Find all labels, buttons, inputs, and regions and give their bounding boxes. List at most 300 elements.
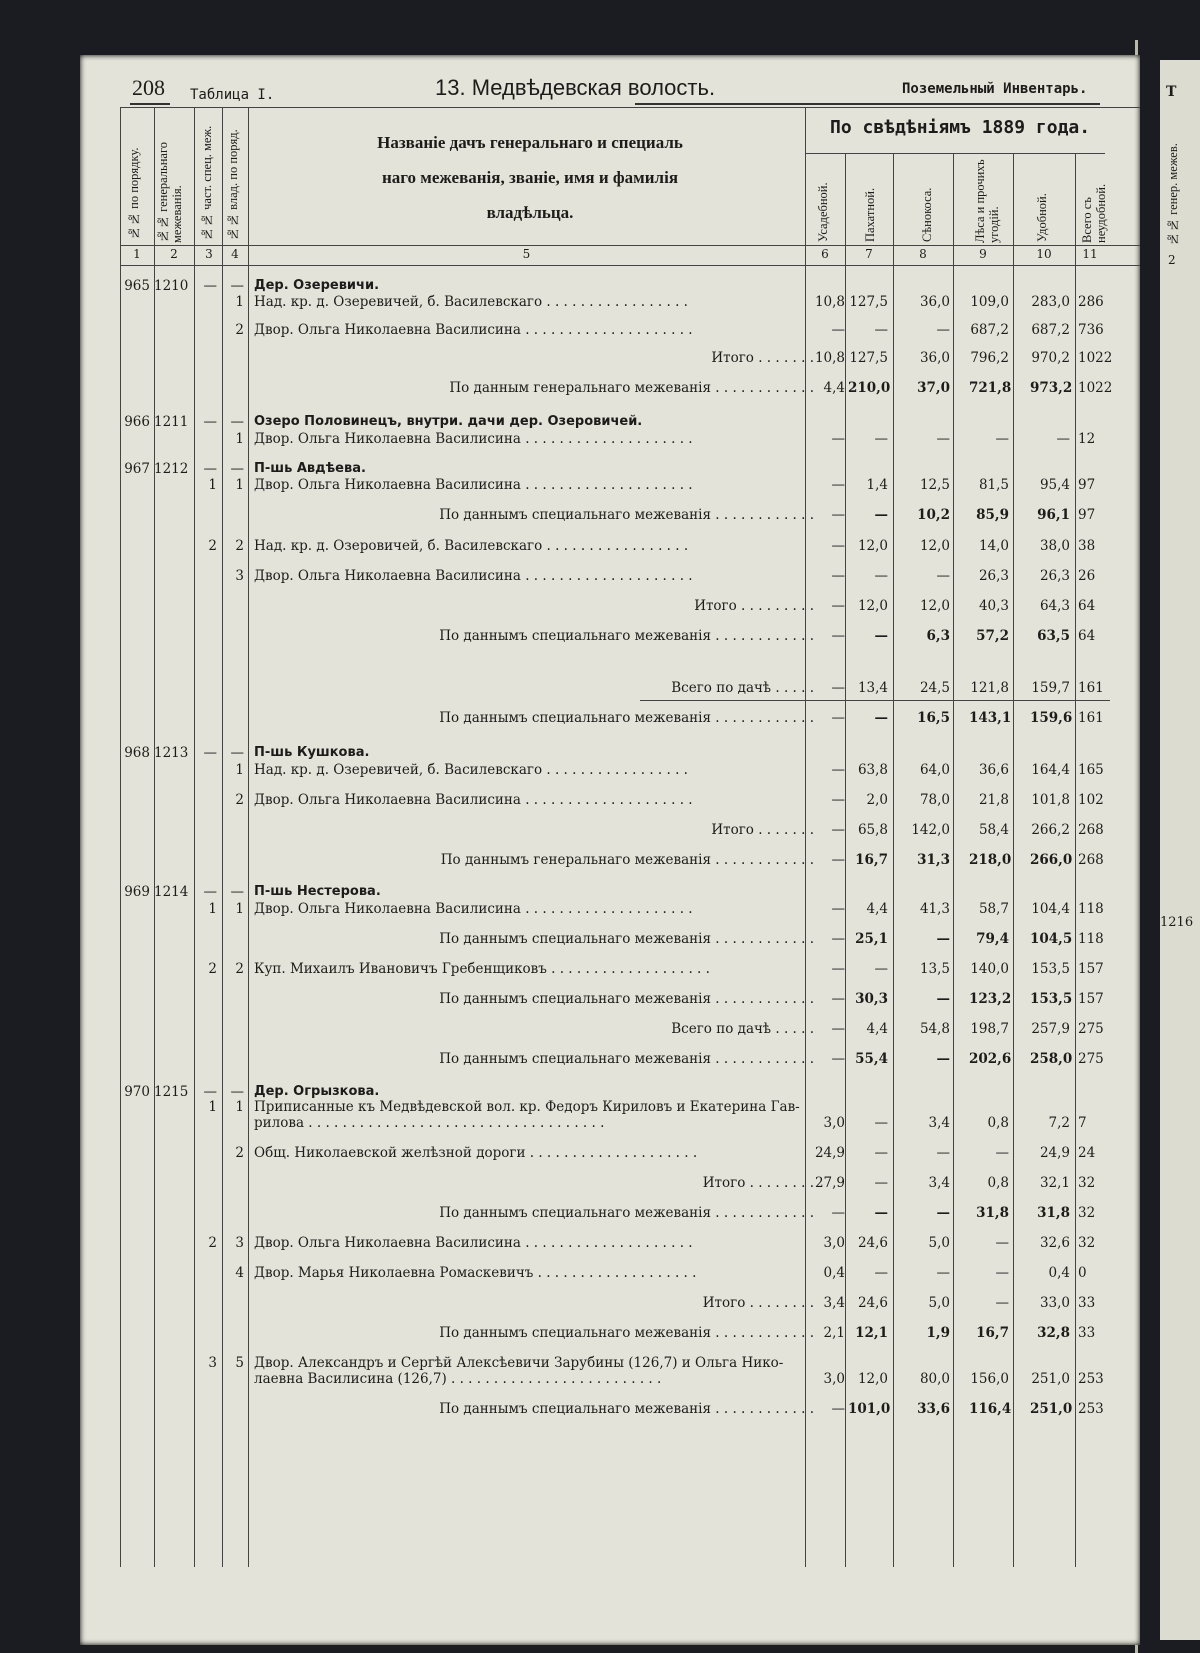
cell-name: Дер. Озеревичи. <box>254 278 380 293</box>
cell-name: П-шь Авдѣева. <box>254 461 366 476</box>
group-rule <box>805 153 1105 154</box>
cell-homestead: — <box>831 1021 845 1037</box>
cell-arable: — <box>874 431 888 447</box>
cell-total: 268 <box>1078 852 1104 868</box>
cell-homestead: — <box>831 507 845 523</box>
cell-name: Двор. Ольга Николаевна Василисина . . . . . . . . . . . . . . . . . . . . <box>254 431 693 447</box>
cell-homestead: 3,0 <box>823 1371 845 1387</box>
cell-usable: 283,0 <box>1031 294 1070 310</box>
table-row <box>80 820 1140 840</box>
table-row <box>80 929 1140 949</box>
cell-general: 1210 <box>154 278 189 294</box>
cell-forest: 79,4 <box>976 931 1009 947</box>
cell-arable: 30,3 <box>855 991 888 1007</box>
cell-arable: — <box>874 1145 888 1161</box>
cell-homestead: — <box>831 568 845 584</box>
cell-name: П-шь Нестерова. <box>254 884 381 899</box>
table-row <box>80 378 1140 398</box>
cell-name: Итого . . . . . . . . <box>702 1295 814 1311</box>
cell-homestead: — <box>831 680 845 696</box>
cell-total: 118 <box>1078 931 1104 947</box>
table-row <box>80 292 1140 312</box>
cell-owner-no: 2 <box>235 792 244 808</box>
cell-arable: 55,4 <box>855 1051 888 1067</box>
cell-owner-no: 3 <box>235 568 244 584</box>
table-row <box>80 1049 1140 1069</box>
cell-usable: 38,0 <box>1039 538 1070 554</box>
group-header: По свѣдѣніямъ 1889 года. <box>830 117 1091 138</box>
cell-total: 161 <box>1078 710 1104 726</box>
cell-hay: 33,6 <box>917 1401 950 1417</box>
cell-hay: — <box>936 1051 950 1067</box>
cell-total: 7 <box>1078 1115 1087 1131</box>
cell-special: — <box>203 278 217 294</box>
col-header-general: №№ генеральнаго межеванія. <box>156 141 184 243</box>
cell-hay: — <box>936 931 950 947</box>
cell-arable: 12,0 <box>857 1371 888 1387</box>
cell-hay: 54,8 <box>919 1021 950 1037</box>
cell-arable: 2,0 <box>866 792 888 808</box>
cell-arable: 12,0 <box>857 598 888 614</box>
cell-arable: — <box>874 628 888 644</box>
cell-order: 965 <box>124 278 150 294</box>
cell-total: 12 <box>1078 431 1096 447</box>
col-header-homestead: Усадебной. <box>816 182 830 242</box>
cell-name: По даннымъ специальнаго межеванія . . . . . . . . . . . . <box>439 628 814 644</box>
cell-total: 102 <box>1078 792 1104 808</box>
cell-name: Двор. Ольга Николаевна Василисина . . . . . . . . . . . . . . . . . . . . <box>254 792 693 808</box>
cell-usable: 251,0 <box>1030 1401 1073 1417</box>
cell-total: 24 <box>1078 1145 1096 1161</box>
cell-total: 64 <box>1078 628 1096 644</box>
cell-homestead: — <box>831 931 845 947</box>
cell-hay: 3,4 <box>928 1115 950 1131</box>
cell-hay: 1,9 <box>926 1325 950 1341</box>
cell-usable: 257,9 <box>1031 1021 1070 1037</box>
cell-forest: 16,7 <box>976 1325 1009 1341</box>
cell-forest: 85,9 <box>976 507 1009 523</box>
cell-usable: 153,5 <box>1030 991 1073 1007</box>
cell-usable: 26,3 <box>1039 568 1070 584</box>
subtotal-rule <box>640 700 1110 701</box>
cell-forest: 140,0 <box>970 961 1009 977</box>
cell-hay: 5,0 <box>928 1295 950 1311</box>
cell-arable: 24,6 <box>857 1295 888 1311</box>
table-row <box>80 1293 1140 1313</box>
cell-name: Общ. Николаевской желѣзной дороги . . . . . . . . . . . . . . . . . . . . <box>254 1145 698 1161</box>
cell-homestead: 2,1 <box>823 1325 845 1341</box>
table-row <box>80 1113 1140 1133</box>
cell-name: Всего по дачѣ . . . . . <box>671 1021 814 1037</box>
facing-page <box>1160 60 1200 1640</box>
table-row <box>80 1323 1140 1343</box>
cell-special: 1 <box>208 477 217 493</box>
table-row <box>80 1203 1140 1223</box>
cell-hay: 3,4 <box>928 1175 950 1191</box>
cell-name: По даннымъ генеральнаго межеванія . . . . . . . . . . . . <box>440 852 814 868</box>
cell-total: 32 <box>1078 1205 1096 1221</box>
cell-hay: 31,3 <box>917 852 950 868</box>
cell-arable: 12,1 <box>855 1325 888 1341</box>
cell-name: По даннымъ специальнаго межеванія . . . . . . . . . . . . <box>439 1205 814 1221</box>
table-row <box>80 505 1140 525</box>
table-row <box>80 1173 1140 1193</box>
cell-forest: 31,8 <box>976 1205 1009 1221</box>
cell-usable: 251,0 <box>1031 1371 1070 1387</box>
table-label: Таблица I. <box>190 87 275 103</box>
cell-name: Итого . . . . . . . <box>711 822 814 838</box>
cell-name: П-шь Кушкова. <box>254 745 370 760</box>
cell-usable: 153,5 <box>1031 961 1070 977</box>
cell-hay: 37,0 <box>917 380 950 396</box>
cell-forest: 0,8 <box>987 1175 1009 1191</box>
table-row <box>80 626 1140 646</box>
table-row <box>80 790 1140 810</box>
cell-forest: — <box>995 1295 1009 1311</box>
col-num-11: 11 <box>1082 247 1098 261</box>
cell-arable: — <box>874 1265 888 1281</box>
cell-total: 275 <box>1078 1021 1104 1037</box>
cell-total: 253 <box>1078 1401 1104 1417</box>
cell-forest: 218,0 <box>969 852 1012 868</box>
cell-hay: 78,0 <box>919 792 950 808</box>
cell-name: Озеро Половинецъ, внутри. дачи дер. Озеровичей. <box>254 414 643 429</box>
table-row <box>80 850 1140 870</box>
cell-special: 2 <box>208 961 217 977</box>
cell-homestead: 4,4 <box>823 380 845 396</box>
col-header-owner: №№ влад. по поряд. <box>226 129 240 241</box>
col-header-forest: Лѣса и прочихъ угодій. <box>973 159 1001 243</box>
cell-usable: 32,6 <box>1039 1235 1070 1251</box>
col-header-arable: Пахатной. <box>863 187 877 242</box>
cell-arable: 101,0 <box>848 1401 891 1417</box>
cell-total: 286 <box>1078 294 1104 310</box>
cell-owner-no: 5 <box>235 1355 244 1371</box>
cell-usable: 687,2 <box>1031 322 1070 338</box>
table-row <box>80 760 1140 780</box>
cell-total: 253 <box>1078 1371 1104 1387</box>
cell-forest: 14,0 <box>978 538 1009 554</box>
cell-name: Всего по дачѣ . . . . . <box>671 680 814 696</box>
cell-homestead: 10,8 <box>814 294 845 310</box>
cell-homestead: 3,0 <box>823 1115 845 1131</box>
cell-name: Двор. Ольга Николаевна Василисина . . . . . . . . . . . . . . . . . . . . <box>254 322 693 338</box>
cell-homestead: — <box>831 628 845 644</box>
cell-usable: 24,9 <box>1039 1145 1070 1161</box>
cell-homestead: — <box>831 852 845 868</box>
table-row <box>80 678 1140 698</box>
cell-homestead: — <box>831 762 845 778</box>
cell-forest: 21,8 <box>978 792 1009 808</box>
cell-hay: 36,0 <box>919 350 950 366</box>
cell-arable: — <box>874 568 888 584</box>
cell-forest: 57,2 <box>976 628 1009 644</box>
cell-total: 0 <box>1078 1265 1087 1281</box>
cell-name: Над. кр. д. Озеревичей, б. Василевскаго . . . . . . . . . . . . . . . . . <box>254 762 688 778</box>
cell-total: 32 <box>1078 1235 1096 1251</box>
cell-hay: 41,3 <box>919 901 950 917</box>
cell-name: Над. кр. д. Озеревичей, б. Василевскаго . . . . . . . . . . . . . . . . . <box>254 294 688 310</box>
cell-usable: — <box>1056 431 1070 447</box>
col-num-8: 8 <box>919 247 927 261</box>
cell-general: 1211 <box>154 414 189 430</box>
cell-owner-no: 3 <box>235 1235 244 1251</box>
cell-hay: — <box>936 991 950 1007</box>
cell-homestead: — <box>831 598 845 614</box>
cell-forest: 721,8 <box>969 380 1012 396</box>
cell-owner-no: — <box>230 278 244 294</box>
table-row <box>80 959 1140 979</box>
cell-homestead: — <box>831 322 845 338</box>
cell-usable: 32,8 <box>1037 1325 1070 1341</box>
col-num-10: 10 <box>1036 247 1052 261</box>
cell-hay: — <box>936 322 950 338</box>
cell-arable: — <box>874 1205 888 1221</box>
cell-total: 736 <box>1078 322 1104 338</box>
cell-usable: 96,1 <box>1037 507 1070 523</box>
col-num-3: 3 <box>205 247 213 261</box>
col-header-usable: Удобной. <box>1035 193 1049 242</box>
cell-total: 97 <box>1078 477 1096 493</box>
cell-owner-no: — <box>230 414 244 430</box>
cell-hay: 5,0 <box>928 1235 950 1251</box>
cell-usable: 973,2 <box>1030 380 1073 396</box>
cell-name: Над. кр. д. Озеровичей, б. Василевскаго . . . . . . . . . . . . . . . . . <box>254 538 689 554</box>
cell-name: По даннымъ специальнаго межеванія . . . . . . . . . . . . <box>439 1325 814 1341</box>
cell-owner-no: — <box>230 745 244 761</box>
cell-total: 33 <box>1078 1325 1096 1341</box>
cell-homestead: — <box>831 1205 845 1221</box>
cell-arable: 4,4 <box>866 1021 888 1037</box>
cell-owner-no: 2 <box>235 538 244 554</box>
cell-arable: 127,5 <box>849 294 888 310</box>
cell-general: 1212 <box>154 461 189 477</box>
cell-arable: 13,4 <box>857 680 888 696</box>
cell-total: 118 <box>1078 901 1104 917</box>
cell-forest: 26,3 <box>978 568 1009 584</box>
cell-total: 1022 <box>1078 350 1113 366</box>
col-header-order: №№ по порядку. <box>127 147 141 240</box>
cell-name: По данным генеральнаго межеванія . . . . . . . . . . . . <box>449 380 814 396</box>
cell-total: 157 <box>1078 991 1104 1007</box>
page-title: 13. Медвѣдевская волость. <box>435 75 716 100</box>
cell-arable: 210,0 <box>848 380 891 396</box>
cell-owner-no: — <box>230 1084 244 1100</box>
cell-usable: 0,4 <box>1048 1265 1070 1281</box>
cell-name: Двор. Марья Николаевна Ромаскевичъ . . . . . . . . . . . . . . . . . . . <box>254 1265 697 1281</box>
cell-homestead: — <box>831 538 845 554</box>
cell-forest: 143,1 <box>969 710 1012 726</box>
cell-total: 97 <box>1078 507 1096 523</box>
cell-arable: — <box>874 710 888 726</box>
table-row <box>80 596 1140 616</box>
header-rule-right <box>635 103 1100 105</box>
cell-owner-no: 4 <box>235 1265 244 1281</box>
cell-owner-no: 1 <box>235 431 244 447</box>
col-num-2: 2 <box>170 247 178 261</box>
cell-special: 2 <box>208 538 217 554</box>
cell-hay: 12,5 <box>919 477 950 493</box>
cell-usable: 31,8 <box>1037 1205 1070 1221</box>
cell-total: 161 <box>1078 680 1104 696</box>
cell-order: 967 <box>124 461 150 477</box>
facing-entry: 1216 <box>1160 915 1194 930</box>
cell-usable: 104,4 <box>1031 901 1070 917</box>
cell-order: 970 <box>124 1084 150 1100</box>
cell-usable: 101,8 <box>1031 792 1070 808</box>
cell-arable: 65,8 <box>857 822 888 838</box>
col-num-1: 1 <box>133 247 141 261</box>
cell-hay: 80,0 <box>919 1371 950 1387</box>
cell-hay: 24,5 <box>919 680 950 696</box>
cell-forest: 121,8 <box>970 680 1009 696</box>
table-row <box>80 320 1140 340</box>
header-rule <box>130 103 170 105</box>
cell-forest: — <box>995 1265 1009 1281</box>
cell-general: 1213 <box>154 745 189 761</box>
cell-arable: 24,6 <box>857 1235 888 1251</box>
table-row <box>80 989 1140 1009</box>
cell-homestead: — <box>831 710 845 726</box>
cell-arable: — <box>874 322 888 338</box>
cell-special: — <box>203 1084 217 1100</box>
table-row <box>80 348 1140 368</box>
cell-homestead: — <box>831 431 845 447</box>
cell-order: 969 <box>124 884 150 900</box>
cell-homestead: 3,4 <box>823 1295 845 1311</box>
cell-forest: — <box>995 431 1009 447</box>
cell-name: Куп. Михаилъ Ивановичъ Гребенщиковъ . . . . . . . . . . . . . . . . . . . <box>254 961 710 977</box>
cell-hay: 6,3 <box>926 628 950 644</box>
cell-usable: 7,2 <box>1048 1115 1070 1131</box>
cell-name: По даннымъ специальнаго межеванія . . . . . . . . . . . . <box>439 1401 814 1417</box>
cell-name: Дер. Огрызкова. <box>254 1084 380 1099</box>
cell-owner-no: 2 <box>235 1145 244 1161</box>
cell-owner-no: — <box>230 884 244 900</box>
cell-hay: — <box>936 1205 950 1221</box>
cell-forest: 109,0 <box>970 294 1009 310</box>
cell-name: По даннымъ специальнаго межеванія . . . . . . . . . . . . <box>439 507 814 523</box>
cell-homestead: — <box>831 822 845 838</box>
col-header-special: №№ част. спец. меж. <box>200 125 214 241</box>
cell-name: По даннымъ специальнаго межеванія . . . . . . . . . . . . <box>439 1051 814 1067</box>
cell-total: 64 <box>1078 598 1096 614</box>
col-num-9: 9 <box>979 247 987 261</box>
cell-arable: — <box>874 507 888 523</box>
cell-hay: — <box>936 1265 950 1281</box>
table-row <box>80 1233 1140 1253</box>
facing-col-num: 2 <box>1168 253 1176 267</box>
cell-forest: 796,2 <box>970 350 1009 366</box>
cell-hay: — <box>936 1145 950 1161</box>
cell-total: 32 <box>1078 1175 1096 1191</box>
cell-usable: 104,5 <box>1030 931 1073 947</box>
table-row <box>80 566 1140 586</box>
cell-order: 966 <box>124 414 150 430</box>
cell-name: Двор. Ольга Николаевна Василисина . . . . . . . . . . . . . . . . . . . . <box>254 1235 693 1251</box>
cell-usable: 33,0 <box>1039 1295 1070 1311</box>
cell-hay: 12,0 <box>919 598 950 614</box>
cell-hay: — <box>936 568 950 584</box>
cell-usable: 95,4 <box>1039 477 1070 493</box>
cell-name: Двор. Ольга Николаевна Василисина . . . . . . . . . . . . . . . . . . . . <box>254 568 693 584</box>
cell-owner-no: 2 <box>235 961 244 977</box>
cell-arable: — <box>874 1115 888 1131</box>
cell-homestead: 0,4 <box>823 1265 845 1281</box>
cell-name: Итого . . . . . . . <box>711 350 814 366</box>
cell-total: 157 <box>1078 961 1104 977</box>
cell-arable: — <box>874 1175 888 1191</box>
cell-name: По даннымъ специальнаго межеванія . . . . . . . . . . . . <box>439 710 814 726</box>
cell-special: — <box>203 745 217 761</box>
cell-homestead: 24,9 <box>814 1145 845 1161</box>
cell-forest: — <box>995 1235 1009 1251</box>
cell-arable: 16,7 <box>855 852 888 868</box>
page-number: 208 <box>132 75 165 100</box>
cell-total: 33 <box>1078 1295 1096 1311</box>
cell-name: Двор. Ольга Николаевна Василисина . . . . . . . . . . . . . . . . . . . . <box>254 901 693 917</box>
cell-homestead: — <box>831 991 845 1007</box>
cell-usable: 164,4 <box>1031 762 1070 778</box>
facing-col-header: №№ генер. межев. <box>1166 143 1180 246</box>
table-row <box>80 1369 1140 1389</box>
cell-usable: 970,2 <box>1031 350 1070 366</box>
col-num-6: 6 <box>821 247 829 261</box>
cell-arable: 25,1 <box>855 931 888 947</box>
cell-forest: — <box>995 1145 1009 1161</box>
cell-owner-no: 1 <box>235 294 244 310</box>
cell-name: Приписанные къ Медвѣдевской вол. кр. Федоръ Кириловъ и Екатерина Гав- <box>254 1099 800 1115</box>
cell-hay: 64,0 <box>919 762 950 778</box>
cell-homestead: — <box>831 792 845 808</box>
table-row <box>80 1399 1140 1419</box>
cell-usable: 159,7 <box>1031 680 1070 696</box>
cell-usable: 258,0 <box>1030 1051 1073 1067</box>
cell-forest: 116,4 <box>969 1401 1012 1417</box>
cell-arable: 1,4 <box>866 477 888 493</box>
cell-arable: — <box>874 961 888 977</box>
cell-usable: 64,3 <box>1039 598 1070 614</box>
cell-forest: 40,3 <box>978 598 1009 614</box>
cell-name: Двор. Александръ и Сергѣй Алексѣевичи Зарубины (126,7) и Ольга Нико- <box>254 1355 784 1371</box>
cell-homestead: 10,8 <box>814 350 845 366</box>
col-header-total: Всего съ неудобной. <box>1080 183 1108 243</box>
cell-special: — <box>203 461 217 477</box>
cell-owner-no: 1 <box>235 901 244 917</box>
cell-hay: 10,2 <box>917 507 950 523</box>
table-row <box>80 475 1140 495</box>
table-top-rule <box>120 107 1140 108</box>
cell-name: Двор. Ольга Николаевна Василисина . . . . . . . . . . . . . . . . . . . . <box>254 477 693 493</box>
cell-usable: 159,6 <box>1030 710 1073 726</box>
cell-arable: 12,0 <box>857 538 888 554</box>
cell-special: — <box>203 884 217 900</box>
cell-forest: 36,6 <box>978 762 1009 778</box>
cell-name: Итого . . . . . . . . <box>702 1175 814 1191</box>
cell-homestead: — <box>831 901 845 917</box>
cell-forest: 81,5 <box>978 477 1009 493</box>
cell-name: рилова . . . . . . . . . . . . . . . . . . . . . . . . . . . . . . . . . . . <box>254 1115 605 1131</box>
cell-order: 968 <box>124 745 150 761</box>
cell-general: 1214 <box>154 884 189 900</box>
cell-name: По даннымъ специальнаго межеванія . . . . . . . . . . . . <box>439 991 814 1007</box>
cell-general: 1215 <box>154 1084 189 1100</box>
cell-homestead: 27,9 <box>814 1175 845 1191</box>
cell-usable: 63,5 <box>1037 628 1070 644</box>
cell-special: — <box>203 414 217 430</box>
table-row <box>80 708 1140 728</box>
cell-forest: 202,6 <box>969 1051 1012 1067</box>
